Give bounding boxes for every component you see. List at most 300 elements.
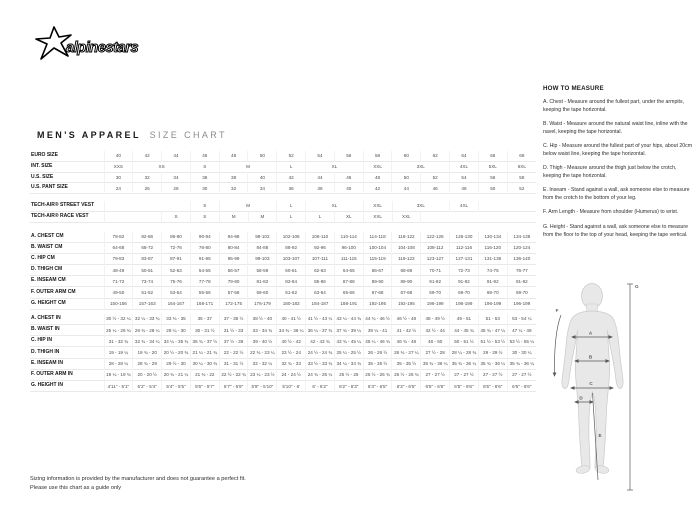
size-cell: 131-136	[478, 253, 507, 264]
size-cell: 48-49	[104, 265, 133, 276]
size-cell: 192-195	[392, 298, 421, 309]
table-row	[30, 380, 536, 391]
size-cell: 99-103	[248, 253, 277, 264]
size-cell: 32 ¾ - 34 ¼	[133, 336, 162, 347]
size-cell: 89-90	[392, 276, 421, 287]
size-cell: 45 ¾ - 47 ¼	[478, 325, 507, 336]
size-cell: 6'3" - 6'5"	[392, 380, 421, 391]
size-cell: 56	[478, 172, 507, 183]
size-cell: 37 ¾ - 39 ¼	[334, 325, 363, 336]
size-cell: 36 ¼ - 37 ¾	[306, 325, 335, 336]
size-cell: 56-57	[219, 265, 248, 276]
size-cell: 62-63	[306, 265, 335, 276]
size-cell: 94-98	[219, 232, 248, 243]
size-cell: 4XL	[450, 161, 479, 172]
size-cell: 35 ¾ - 37 ½	[190, 336, 219, 347]
size-cell: 150-156	[104, 298, 133, 309]
size-cell: 130-134	[478, 232, 507, 243]
row-label: D. THIGH CM	[31, 266, 63, 273]
size-cell: 44	[306, 172, 335, 183]
size-cell: 26 ½ - 26 ¾	[392, 369, 421, 380]
size-cell: 66-67	[363, 265, 392, 276]
size-cell: 78-82	[104, 232, 133, 243]
size-cell: 63-64	[306, 287, 335, 298]
size-cell: 5'10" - 6'	[277, 380, 306, 391]
size-cell: 49-50	[104, 287, 133, 298]
row-label: U.S. PANT SIZE	[31, 184, 68, 191]
size-cell: XXL	[363, 161, 392, 172]
size-cell: XL	[306, 161, 364, 172]
size-cell: 184-187	[306, 298, 335, 309]
size-cell: 91-92	[478, 276, 507, 287]
size-cell: 83-87	[133, 253, 162, 264]
size-cell: 196-199	[507, 298, 536, 309]
size-cell: 35 - 35 ½	[392, 358, 421, 369]
size-cell: 28	[162, 183, 191, 194]
size-cell: 188-191	[334, 298, 363, 309]
size-cell: 68-72	[133, 242, 162, 253]
size-cell: 28 ¼ - 28 ¾	[450, 347, 479, 358]
size-cell: 40 ½ - 42	[277, 336, 306, 347]
size-cell: 108-112	[421, 242, 450, 253]
footer-disclaimer	[30, 475, 246, 492]
size-cell: 58	[363, 151, 392, 161]
figure-label-inseam: E	[598, 433, 602, 438]
size-cell: S	[162, 211, 191, 222]
size-cell: 83-84	[277, 276, 306, 287]
size-cell: 33 ½ - 33 ¾	[306, 358, 335, 369]
size-cell: 52-53	[162, 265, 191, 276]
size-cell: 136-140	[507, 253, 536, 264]
size-cell: 87-91	[162, 253, 191, 264]
how-to-measure-title: HOW TO MEASURE	[543, 85, 604, 92]
size-cell: 72-73	[450, 265, 479, 276]
size-cell: 34 ¼ - 34 ¾	[334, 358, 363, 369]
size-cell: 32	[133, 172, 162, 183]
size-cell: 31 ½ - 33	[219, 325, 248, 336]
table-row	[30, 265, 536, 276]
size-cell: 44 ¾ - 46 ½	[363, 314, 392, 325]
size-cell: 48	[219, 151, 248, 161]
size-cell: 34	[162, 172, 191, 183]
size-cell: 46 ½ - 48	[392, 314, 421, 325]
size-cell: S	[190, 211, 219, 222]
size-cell: 92-96	[306, 242, 335, 253]
size-cell: 43 ¼ - 44 ¾	[334, 314, 363, 325]
size-cell: 42	[133, 151, 162, 161]
size-cell: 35 - 37	[190, 314, 219, 325]
size-cell: 24 ¾ - 25 ¼	[306, 369, 335, 380]
size-cell: 30 ½ - 32 ¼	[104, 314, 133, 325]
size-cell: 21 ¾ - 22	[190, 369, 219, 380]
size-cell: 98-102	[248, 232, 277, 243]
size-cell: M	[219, 201, 277, 211]
size-cell: 88-92	[277, 242, 306, 253]
size-cell: 50	[392, 172, 421, 183]
size-cell: 50	[478, 183, 507, 194]
size-cell: 87-88	[334, 276, 363, 287]
size-cell: 66	[478, 151, 507, 161]
size-cell: 48 - 50	[421, 336, 450, 347]
size-cell: 34 ¾ - 36 ¼	[277, 325, 306, 336]
size-cell: 6'5" - 6'6"	[478, 380, 507, 391]
size-cell: 110-114	[334, 232, 363, 243]
size-cell: L	[277, 211, 306, 222]
size-cell: 60-61	[277, 265, 306, 276]
size-cell: 69-70	[421, 287, 450, 298]
measure-instruction: D. Thigh - Measure around the thigh just below the crotch, keeping the tape horizontal.	[543, 165, 677, 180]
size-cell: 44	[392, 183, 421, 194]
size-cell: 6'2" - 6'3"	[334, 380, 363, 391]
size-cell: 71-72	[104, 276, 133, 287]
size-cell: 27 - 27 ½	[421, 369, 450, 380]
size-cell: 37 - 38 ½	[219, 314, 248, 325]
size-cell: 20 - 20 ½	[133, 369, 162, 380]
size-cell: 24 - 24 ½	[277, 369, 306, 380]
size-cell: XL	[334, 211, 363, 222]
size-cell: 95-99	[219, 253, 248, 264]
size-cell: 89-90	[363, 276, 392, 287]
row-label: TECH-AIR® STREET VEST	[31, 202, 95, 208]
size-cell: 46	[421, 183, 450, 194]
size-cell: 5'9" - 5'10"	[248, 380, 277, 391]
size-cell: 34	[248, 183, 277, 194]
table-row	[30, 358, 536, 369]
size-cell: 91-92	[507, 276, 536, 287]
size-cell: 164-167	[162, 298, 191, 309]
size-cell: 40	[104, 151, 133, 161]
footer-line-1: Sizing information is provided by the manufacturer and does not guarantee a perfect fit.	[30, 476, 246, 482]
size-cell: 112-116	[450, 242, 479, 253]
size-cell: L	[277, 201, 306, 211]
size-cell: 31 - 31 ½	[219, 358, 248, 369]
empty-cell	[478, 201, 536, 211]
size-cell: 25 ¼ - 26 ¾	[104, 325, 133, 336]
table-row	[30, 347, 536, 358]
size-cell: 24 ½ - 24 ¾	[306, 347, 335, 358]
size-cell: 6'5" - 6'6"	[507, 380, 536, 391]
size-cell: 91-95	[190, 253, 219, 264]
size-cell: 29 ½ - 30	[162, 358, 191, 369]
size-cell: 49 - 51	[450, 314, 479, 325]
size-cell: 40	[248, 172, 277, 183]
size-cell: 70-71	[421, 265, 450, 276]
size-cell: 64	[450, 151, 479, 161]
table-row	[30, 325, 536, 336]
size-cell: 21 ¼ - 21 ¾	[190, 347, 219, 358]
size-cell: 59-60	[248, 287, 277, 298]
figure-label-waist: B	[588, 354, 593, 360]
size-cell: 29 - 29 ½	[478, 347, 507, 358]
body-silhouette	[562, 284, 623, 475]
size-cell: 37 ½ - 39	[219, 336, 248, 347]
figure-label-chest: A	[588, 330, 593, 336]
size-cell: 35 ¾ - 36 ¼	[450, 358, 479, 369]
size-cell: 44 - 45 ¾	[450, 325, 479, 336]
size-cell: XXL	[363, 201, 392, 211]
size-cell: 50	[248, 151, 277, 161]
size-cell: 118-122	[392, 232, 421, 243]
row-label: C. HIP IN	[31, 337, 53, 344]
size-cell: 6' - 6'2"	[306, 380, 335, 391]
size-cell: 52	[277, 151, 306, 161]
size-cell: 72-76	[162, 242, 191, 253]
size-cell: 50-51	[133, 265, 162, 276]
size-cell: 90-94	[190, 232, 219, 243]
size-cell: 196-199	[450, 298, 479, 309]
empty-cell	[421, 211, 536, 222]
size-cell: 51 - 53	[478, 314, 507, 325]
size-cell: 100-104	[363, 242, 392, 253]
row-label: EURO SIZE	[31, 152, 58, 158]
size-cell: 53 ½ - 55 ¼	[507, 336, 536, 347]
size-cell: S	[190, 201, 219, 211]
measure-instruction: C. Hip - Measure around the fullest part of your hips, about 20cm below waist line, keeping the tape horizontal.	[543, 143, 693, 157]
row-label: TECH-AIR® RACE VEST	[31, 212, 89, 219]
size-cell: 27 - 27 ½	[478, 369, 507, 380]
size-table-group-techair	[30, 201, 536, 223]
size-cell: 30 - 30 ¼	[507, 347, 536, 358]
size-cell: 73-74	[133, 276, 162, 287]
size-cell: 75-76	[162, 276, 191, 287]
size-cell: 67-68	[363, 287, 392, 298]
size-cell: 19 ¾ - 20	[133, 347, 162, 358]
size-cell: 32 ¼ - 33 ¾	[133, 314, 162, 325]
figure-label-arm: F	[555, 308, 559, 313]
arm-measure-line	[553, 308, 561, 376]
table-row	[30, 151, 536, 161]
size-cell: 22 ¾ - 23 ¼	[248, 347, 277, 358]
row-label: A. CHEST CM	[31, 232, 64, 239]
table-row	[30, 369, 536, 380]
size-cell: 22 - 22 ½	[219, 347, 248, 358]
size-cell: 40 - 41 ½	[277, 314, 306, 325]
size-cell: 122-126	[421, 232, 450, 243]
size-cell: 44	[162, 151, 191, 161]
size-cell: 39 ¼ - 41	[363, 325, 392, 336]
size-cell: 30 - 31 ½	[190, 325, 219, 336]
size-cell: 23 ½ - 24	[277, 347, 306, 358]
table-row	[30, 298, 536, 309]
row-label: G. HEIGHT IN	[31, 382, 63, 389]
size-cell: 60	[392, 151, 421, 161]
figure-label-thigh: D	[579, 395, 583, 401]
row-label: B. WAIST CM	[31, 243, 63, 250]
size-cell: 56	[334, 151, 363, 161]
size-cell: 52	[421, 172, 450, 183]
size-cell: XS	[133, 161, 191, 172]
size-cell: 36	[277, 183, 306, 194]
size-cell: 30	[190, 183, 219, 194]
size-cell: 40	[334, 183, 363, 194]
size-cell: 65-66	[334, 287, 363, 298]
size-cell: 58	[507, 172, 536, 183]
size-cell: 168-171	[190, 298, 219, 309]
size-cell: XXS	[104, 161, 133, 172]
size-cell: 25 ½ - 26	[334, 369, 363, 380]
size-cell: 180-183	[277, 298, 306, 309]
empty-cell	[104, 211, 162, 222]
figure-label-height: G	[635, 284, 639, 289]
size-cell: 28 - 28 ¼	[104, 358, 133, 369]
size-cell: 55-56	[190, 287, 219, 298]
size-cell: 115-119	[363, 253, 392, 264]
size-cell: 69-70	[478, 287, 507, 298]
size-cell: 114-118	[363, 232, 392, 243]
size-cell: 46 ¾ - 48	[392, 336, 421, 347]
size-cell: 196-199	[478, 298, 507, 309]
size-cell: 31 - 32 ¾	[104, 336, 133, 347]
size-cell: 81-82	[248, 276, 277, 287]
measure-instruction: F. Arm Length - Measure from shoulder (Humerus) to wrist.	[543, 209, 679, 216]
size-cell: 86-90	[162, 232, 191, 243]
size-cell: 26	[133, 183, 162, 194]
size-cell: 69-70	[507, 287, 536, 298]
size-cell: 5'2" - 5'4"	[133, 380, 162, 391]
size-cell: 58-59	[248, 265, 277, 276]
how-to-measure-section	[543, 85, 693, 246]
size-cell: 104-108	[392, 242, 421, 253]
row-label: U.S. SIZE	[31, 173, 54, 180]
size-cell: 25 ¼ - 25 ½	[334, 347, 363, 358]
size-cell: 6'5" - 6'6"	[450, 380, 479, 391]
size-cell: 32 ¾ - 33	[277, 358, 306, 369]
size-cell: 6'5" - 6'6"	[421, 380, 450, 391]
size-cell: 123-127	[421, 253, 450, 264]
table-row	[30, 253, 536, 264]
logo-wordmark: alpinestars	[66, 40, 139, 56]
size-cell: M	[248, 211, 277, 222]
size-cell: 52	[507, 183, 536, 194]
size-cell: 134-138	[507, 232, 536, 243]
size-cell: 26 ¾ - 28 ¼	[133, 325, 162, 336]
size-cell: 34 ¼ - 35 ¾	[162, 336, 191, 347]
size-cell: 91-92	[450, 276, 479, 287]
size-cell: 27 - 27 ½	[450, 369, 479, 380]
size-cell: 28 ¼ - 30	[162, 325, 191, 336]
how-to-measure-list	[543, 99, 693, 239]
size-cell: 77-78	[190, 276, 219, 287]
size-cell: L	[306, 211, 335, 222]
row-label: A. CHEST IN	[31, 315, 61, 322]
figure-label-hip: C	[589, 381, 593, 386]
size-cell: 46	[334, 172, 363, 183]
size-cell: 32	[219, 183, 248, 194]
size-cell: 48 - 49 ½	[421, 314, 450, 325]
size-table	[30, 151, 536, 392]
row-label: E. INSEAM IN	[31, 359, 63, 366]
size-cell: 3XL	[392, 201, 450, 211]
empty-cell	[104, 201, 190, 211]
size-cell: 74-75	[478, 265, 507, 276]
size-cell: 79-80	[219, 276, 248, 287]
size-cell: 176-179	[248, 298, 277, 309]
size-cell: 43 ¾ - 45 ¼	[334, 336, 363, 347]
size-cell: 62	[421, 151, 450, 161]
size-cell: 127-131	[450, 253, 479, 264]
size-cell: 5'7" - 5'9"	[219, 380, 248, 391]
table-row	[30, 211, 536, 222]
size-cell: 196-199	[421, 298, 450, 309]
size-cell: 67-68	[392, 287, 421, 298]
size-cell: 28 ¾ - 29	[133, 358, 162, 369]
size-cell: 35 ¾ - 36 ¼	[507, 358, 536, 369]
table-row	[30, 287, 536, 298]
size-cell: 157-163	[133, 298, 162, 309]
size-cell: 3XL	[392, 161, 450, 172]
size-cell: M	[219, 161, 277, 172]
size-cell: 27 - 27 ½	[507, 369, 536, 380]
size-cell: 42 ½ - 44	[421, 325, 450, 336]
size-cell: 85-86	[306, 276, 335, 287]
size-cell: 33 - 34 ¾	[248, 325, 277, 336]
size-cell: 119-123	[392, 253, 421, 264]
table-row	[30, 336, 536, 347]
table-row	[30, 276, 536, 287]
size-cell: 41 - 42 ½	[392, 325, 421, 336]
row-label: INT. SIZE	[31, 162, 53, 169]
size-cell: 116-120	[478, 242, 507, 253]
row-label: E. INSEAM CM	[31, 277, 66, 284]
row-label: C. HIP CM	[31, 255, 55, 262]
size-cell: 76-80	[190, 242, 219, 253]
size-cell: 61-62	[277, 287, 306, 298]
measure-instruction: G. Height - Stand against a wall, ask someone else to measure from the floor to the top of your head, keeping the tape vertical.	[543, 223, 689, 238]
size-cell: S	[190, 161, 219, 172]
size-cell: 6XL	[507, 161, 536, 172]
size-cell: 19 - 19 ¼	[104, 347, 133, 358]
size-cell: L	[277, 161, 306, 172]
size-cell: 69-70	[450, 287, 479, 298]
size-cell: 68	[507, 151, 536, 161]
measure-instruction: E. Inseam - Stand against a wall, ask someone else to measure from the crotch to the bottom of your leg.	[543, 187, 690, 202]
size-cell: 126-130	[450, 232, 479, 243]
size-cell: 30	[104, 172, 133, 183]
size-cell: 50 - 51 ½	[450, 336, 479, 347]
size-cell: 30 ¼ - 30 ¾	[190, 358, 219, 369]
size-cell: 27 ½ - 28	[421, 347, 450, 358]
size-cell: 41 ½ - 43 ¼	[306, 314, 335, 325]
size-cell: 102-106	[277, 232, 306, 243]
table-row	[30, 242, 536, 253]
size-cell: 192-195	[363, 298, 392, 309]
table-row	[30, 172, 536, 183]
size-cell: 51-52	[133, 287, 162, 298]
size-cell: 79-83	[104, 253, 133, 264]
size-cell: 35 - 35 ½	[363, 358, 392, 369]
size-cell: 107-111	[306, 253, 335, 264]
size-table-group-cm	[30, 232, 536, 310]
size-cell: 6'3" - 6'5"	[363, 380, 392, 391]
size-cell: 4'11" - 5'1"	[104, 380, 133, 391]
size-cell: 80-84	[219, 242, 248, 253]
height-measure-line	[627, 284, 639, 490]
size-cell: 38	[219, 172, 248, 183]
size-cell: 54	[306, 151, 335, 161]
size-cell: 23 ¼ - 23 ½	[248, 369, 277, 380]
size-cell: XXL	[363, 211, 392, 222]
size-cell: 5XL	[478, 161, 507, 172]
size-cell: 46	[190, 151, 219, 161]
size-cell: 51 ½ - 53 ½	[478, 336, 507, 347]
size-cell: 42	[363, 183, 392, 194]
row-label: G. HEIGHT CM	[31, 299, 66, 306]
alpinestars-logo	[33, 26, 155, 71]
size-cell: 33 ¾ - 35	[162, 314, 191, 325]
size-cell: 38	[306, 183, 335, 194]
page-title-primary: MEN'S APPAREL	[37, 130, 141, 140]
size-cell: 54	[450, 172, 479, 183]
